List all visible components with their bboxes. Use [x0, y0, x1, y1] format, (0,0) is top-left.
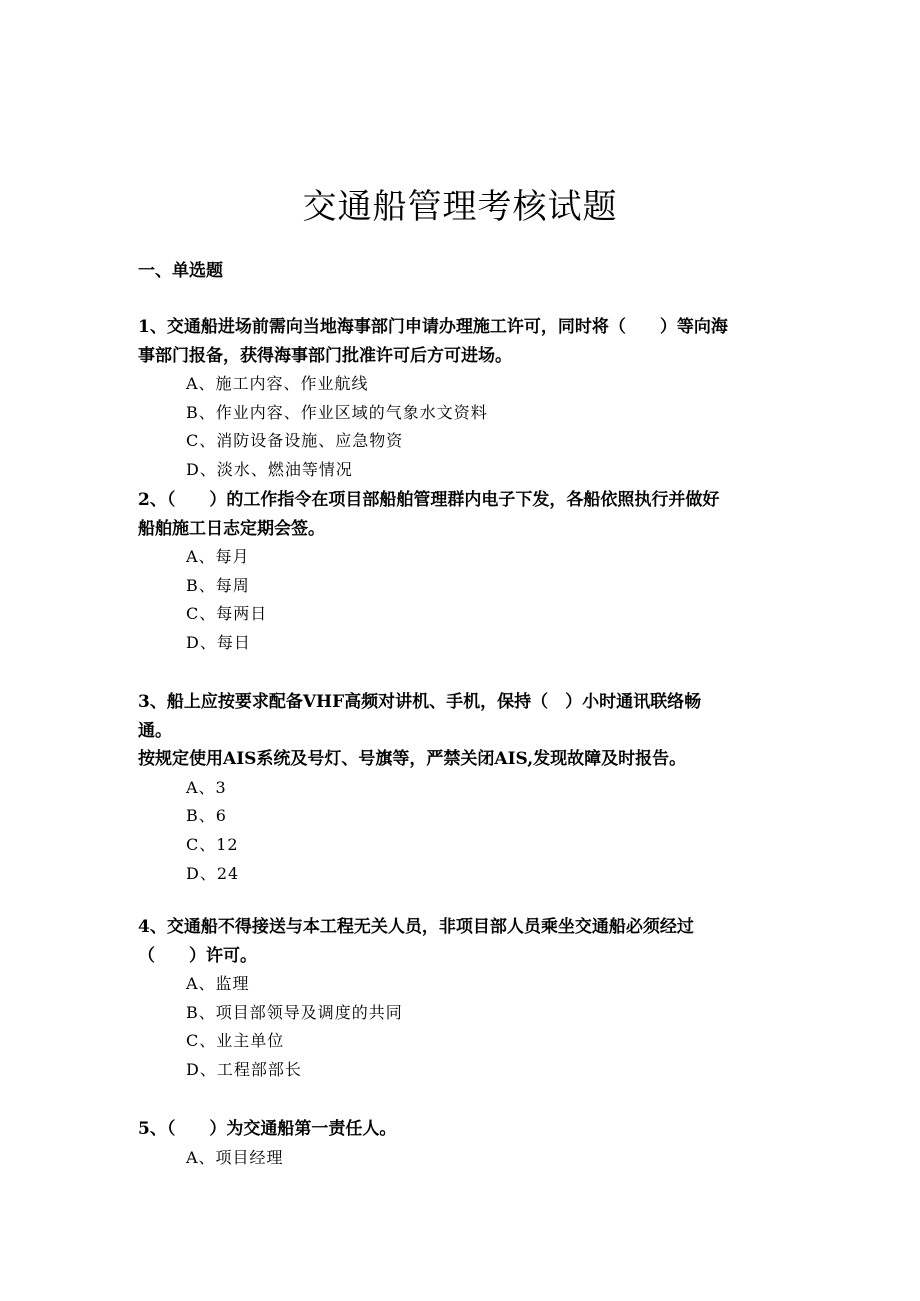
question-3-line-3: 按规定使用AIS系统及号灯、号旗等，严禁关闭AIS,发现故障及时报告。: [138, 749, 687, 770]
question-4-line-2: （ ）许可。: [138, 945, 257, 966]
question-5: [138, 1115, 788, 1172]
question-3: [138, 688, 788, 888]
question-4-option-b: B、项目部领导及调度的共同: [186, 1002, 403, 1022]
question-2-option-d: D、每日: [186, 632, 251, 652]
question-2-line-1: 2、（ ）的工作指令在项目部船舶管理群内电子下发，各船依照执行并做好: [138, 490, 720, 510]
question-1-option-b: B、作业内容、作业区域的气象水文资料: [186, 402, 488, 422]
question-4: [138, 913, 788, 1085]
question-4-line-1: 4、交通船不得接送与本工程无关人员，非项目部人员乘坐交通船必须经过: [138, 917, 694, 937]
question-3-line-2: 通。: [138, 720, 172, 741]
question-3-line-1: 3、船上应按要求配备VHF高频对讲机、手机，保持（ ）小时通讯联络畅: [138, 692, 702, 712]
question-2: [138, 486, 788, 658]
question-1: [138, 313, 788, 485]
question-1-line-1: 1、交通船进场前需向当地海事部门申请办理施工许可，同时将（ ）等向海: [138, 317, 728, 337]
question-1-option-a: A、施工内容、作业航线: [186, 374, 369, 394]
section-heading: 一、单选题: [138, 261, 223, 281]
question-4-option-c: C、业主单位: [186, 1031, 285, 1051]
question-4-option-d: D、工程部部长: [186, 1059, 302, 1079]
question-2-option-c: C、每两日: [186, 604, 268, 624]
question-2-option-b: B、每周: [186, 575, 250, 595]
question-3-option-d: D、24: [186, 863, 240, 883]
question-1-option-c: C、消防设备设施、应急物资: [186, 431, 404, 451]
question-3-option-c: C、12: [186, 834, 239, 854]
question-3-option-b: B、6: [186, 806, 227, 826]
question-5-line-1: 5、（ ）为交通船第一责任人。: [138, 1119, 397, 1139]
question-1-line-2: 事部门报备，获得海事部门批准许可后方可进场。: [138, 345, 512, 366]
question-3-option-a: A、3: [186, 777, 227, 797]
question-2-option-a: A、每月: [186, 547, 250, 567]
question-2-line-2: 船舶施工日志定期会签。: [138, 518, 325, 539]
question-1-option-d: D、淡水、燃油等情况: [186, 459, 353, 479]
question-4-option-a: A、监理: [186, 974, 250, 994]
page-title: 交通船管理考核试题: [302, 187, 618, 227]
question-5-option-a: A、项目经理: [186, 1147, 284, 1167]
